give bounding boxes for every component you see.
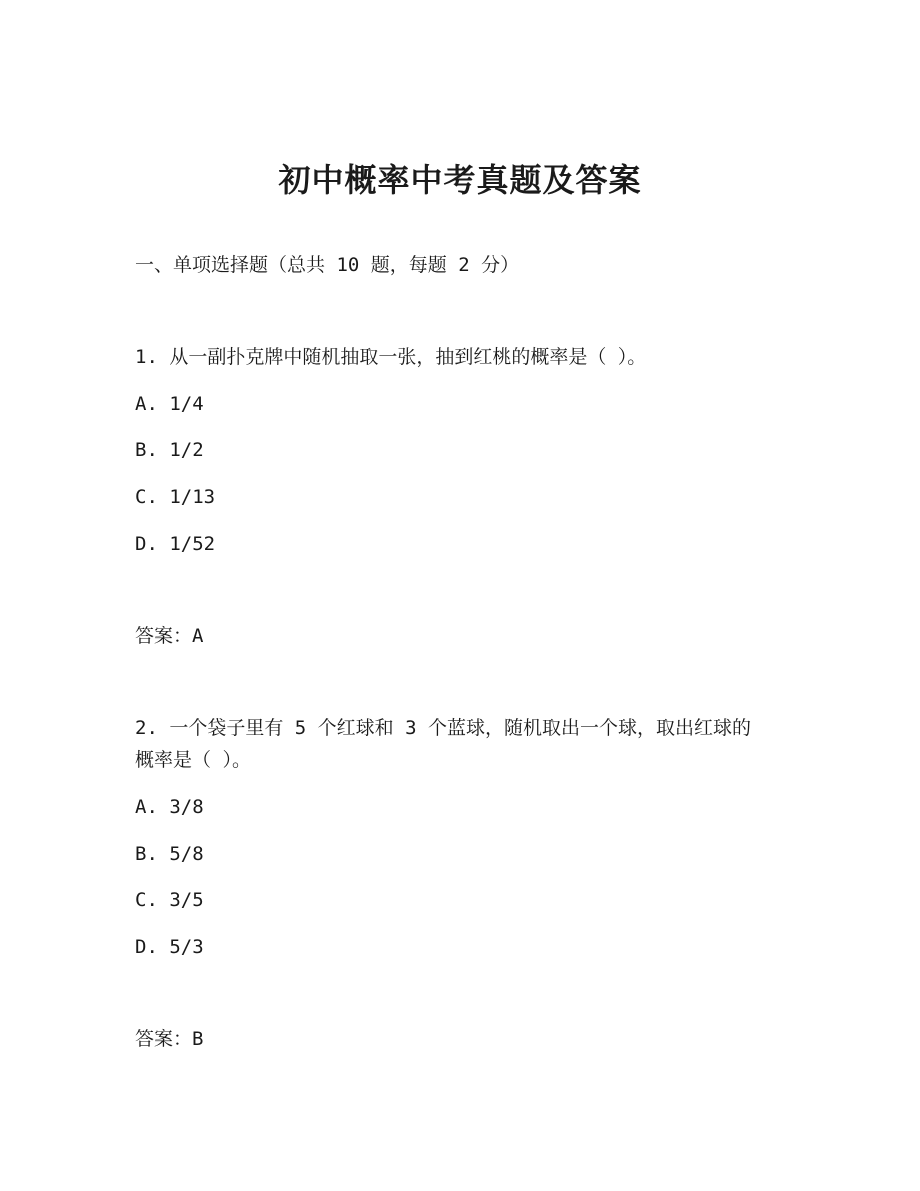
question-2-stem-line-2: 概率是（ ）。: [135, 749, 251, 771]
page-title: 初中概率中考真题及答案: [278, 161, 642, 199]
question-2-option-c: C. 3/5: [135, 889, 204, 911]
question-1-option-a: A. 1/4: [135, 393, 204, 415]
question-1-option-b: B. 1/2: [135, 439, 204, 461]
question-2-option-d: D. 5/3: [135, 936, 204, 958]
question-1-option-c: C. 1/13: [135, 486, 216, 508]
question-2-answer: 答案：B: [135, 1028, 204, 1050]
question-2-option-a: A. 3/8: [135, 796, 204, 818]
question-1-answer: 答案：A: [135, 625, 204, 647]
section-heading: 一、单项选择题（总共 10 题，每题 2 分）: [135, 254, 520, 276]
question-1-stem: 1. 从一副扑克牌中随机抽取一张，抽到红桃的概率是（ ）。: [135, 346, 647, 368]
question-2-stem-line-1: 2. 一个袋子里有 5 个红球和 3 个蓝球，随机取出一个球，取出红球的: [135, 717, 751, 739]
question-2-option-b: B. 5/8: [135, 843, 204, 865]
question-1-option-d: D. 1/52: [135, 533, 216, 555]
